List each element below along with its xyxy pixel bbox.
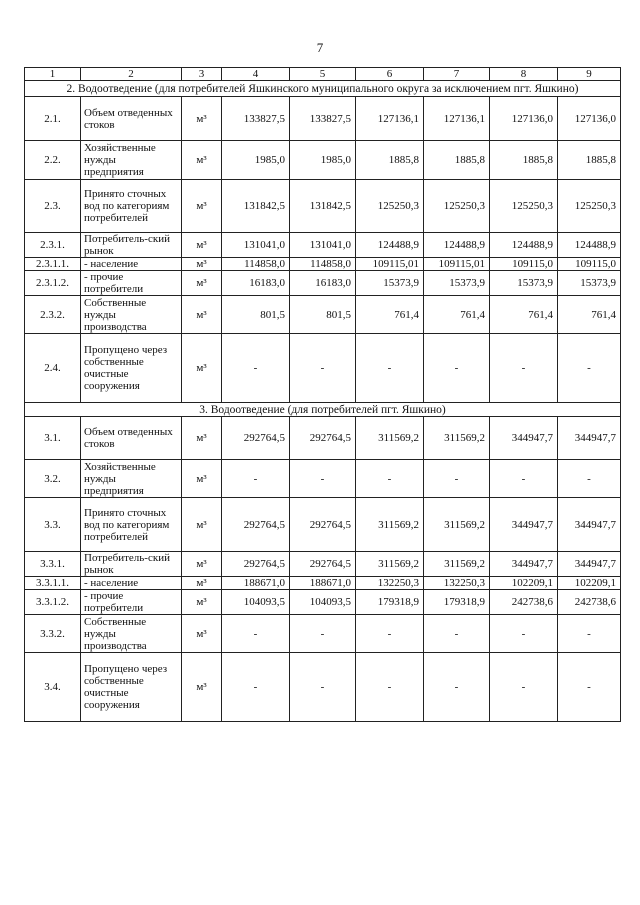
value-cell: 292764,5 [290, 417, 356, 460]
value-cell: 127136,1 [424, 97, 490, 141]
header-cell: 2 [81, 68, 182, 81]
row-unit: м³ [182, 460, 222, 498]
table-row [25, 590, 621, 615]
value-cell: 132250,3 [424, 577, 490, 590]
value-cell: 1885,8 [424, 141, 490, 180]
row-unit: м³ [182, 615, 222, 653]
row-number: 3.3.1.2. [25, 590, 81, 615]
value-cell: 131842,5 [290, 180, 356, 233]
value-cell: 124488,9 [490, 233, 558, 258]
value-cell: 109115,01 [424, 258, 490, 271]
row-name: Хозяйственные нужды предприятия [81, 141, 182, 180]
value-cell: 132250,3 [356, 577, 424, 590]
row-number: 2.2. [25, 141, 81, 180]
row-unit: м³ [182, 334, 222, 403]
value-cell: 292764,5 [290, 498, 356, 552]
value-cell: 344947,7 [558, 498, 621, 552]
value-cell: 15373,9 [490, 271, 558, 296]
row-unit: м³ [182, 141, 222, 180]
row-number: 2.3.1. [25, 233, 81, 258]
section-title: 2. Водоотведение (для потребителей Яшкинского муниципального округа за исключением пгт. Яшкино) [25, 81, 621, 97]
value-cell: 311569,2 [424, 552, 490, 577]
table-row [25, 653, 621, 722]
row-number: 2.3.2. [25, 296, 81, 334]
value-cell: 761,4 [356, 296, 424, 334]
page-number: 7 [316, 40, 324, 55]
row-number: 3.2. [25, 460, 81, 498]
section-row [25, 403, 621, 417]
row-unit: м³ [182, 498, 222, 552]
row-number: 3.3.1.1. [25, 577, 81, 590]
value-cell: 125250,3 [424, 180, 490, 233]
row-unit: м³ [182, 97, 222, 141]
value-cell: 311569,2 [424, 417, 490, 460]
row-unit: м³ [182, 417, 222, 460]
row-unit: м³ [182, 296, 222, 334]
row-number: 2.3.1.2. [25, 271, 81, 296]
value-cell: - [222, 615, 290, 653]
water-disposal-table [24, 67, 621, 722]
table-row [25, 552, 621, 577]
value-cell: 761,4 [424, 296, 490, 334]
value-cell: 124488,9 [558, 233, 621, 258]
row-number: 3.3.1. [25, 552, 81, 577]
value-cell: 188671,0 [290, 577, 356, 590]
row-number: 2.1. [25, 97, 81, 141]
row-unit: м³ [182, 233, 222, 258]
value-cell: 292764,5 [222, 498, 290, 552]
value-cell: 242738,6 [490, 590, 558, 615]
value-cell: 15373,9 [424, 271, 490, 296]
row-name: Объем отведенных стоков [81, 417, 182, 460]
value-cell: 1985,0 [222, 141, 290, 180]
value-cell: 127136,1 [356, 97, 424, 141]
header-row [25, 68, 621, 81]
value-cell: - [490, 653, 558, 722]
table-row [25, 498, 621, 552]
row-name: Собственные нужды производства [81, 615, 182, 653]
row-number: 2.3. [25, 180, 81, 233]
value-cell: 15373,9 [558, 271, 621, 296]
value-cell: 179318,9 [356, 590, 424, 615]
value-cell: 16183,0 [290, 271, 356, 296]
value-cell: - [356, 334, 424, 403]
value-cell: 292764,5 [222, 552, 290, 577]
value-cell: - [490, 460, 558, 498]
value-cell: 801,5 [222, 296, 290, 334]
value-cell: 242738,6 [558, 590, 621, 615]
row-number: 3.1. [25, 417, 81, 460]
table-row [25, 180, 621, 233]
row-name: Потребитель-ский рынок [81, 233, 182, 258]
value-cell: - [356, 615, 424, 653]
row-name: - население [81, 577, 182, 590]
row-unit: м³ [182, 590, 222, 615]
table-row [25, 577, 621, 590]
value-cell: 311569,2 [356, 417, 424, 460]
table-row [25, 417, 621, 460]
value-cell: 125250,3 [558, 180, 621, 233]
row-number: 2.3.1.1. [25, 258, 81, 271]
row-number: 3.4. [25, 653, 81, 722]
value-cell: 801,5 [290, 296, 356, 334]
row-unit: м³ [182, 653, 222, 722]
value-cell: - [558, 460, 621, 498]
value-cell: - [290, 615, 356, 653]
header-cell: 5 [290, 68, 356, 81]
row-unit: м³ [182, 552, 222, 577]
row-name: Пропущено через собственные очистные сооружения [81, 334, 182, 403]
value-cell: 179318,9 [424, 590, 490, 615]
row-name: - прочие потребители [81, 271, 182, 296]
value-cell: 104093,5 [290, 590, 356, 615]
row-name: - прочие потребители [81, 590, 182, 615]
value-cell: 1885,8 [356, 141, 424, 180]
value-cell: - [558, 334, 621, 403]
header-cell: 8 [490, 68, 558, 81]
value-cell: - [424, 460, 490, 498]
value-cell: 133827,5 [222, 97, 290, 141]
row-name: Пропущено через собственные очистные сооружения [81, 653, 182, 722]
table-row [25, 271, 621, 296]
value-cell: 344947,7 [490, 552, 558, 577]
value-cell: 104093,5 [222, 590, 290, 615]
header-cell: 4 [222, 68, 290, 81]
row-unit: м³ [182, 180, 222, 233]
value-cell: - [222, 334, 290, 403]
value-cell: - [558, 615, 621, 653]
table-row [25, 334, 621, 403]
header-cell: 6 [356, 68, 424, 81]
value-cell: 109115,0 [558, 258, 621, 271]
row-unit: м³ [182, 271, 222, 296]
value-cell: 109115,0 [490, 258, 558, 271]
row-name: Принято сточных вод по категориям потребителей [81, 180, 182, 233]
value-cell: 131842,5 [222, 180, 290, 233]
section-title: 3. Водоотведение (для потребителей пгт. Яшкино) [25, 403, 621, 417]
value-cell: 344947,7 [490, 498, 558, 552]
value-cell: 1885,8 [490, 141, 558, 180]
value-cell: 114858,0 [290, 258, 356, 271]
table-row [25, 258, 621, 271]
value-cell: - [356, 653, 424, 722]
value-cell: 761,4 [558, 296, 621, 334]
table-row [25, 233, 621, 258]
value-cell: 133827,5 [290, 97, 356, 141]
value-cell: 124488,9 [356, 233, 424, 258]
row-name: Объем отведенных стоков [81, 97, 182, 141]
row-name: Хозяйственные нужды предприятия [81, 460, 182, 498]
value-cell: 761,4 [490, 296, 558, 334]
value-cell: 188671,0 [222, 577, 290, 590]
value-cell: - [424, 653, 490, 722]
value-cell: 131041,0 [222, 233, 290, 258]
value-cell: 131041,0 [290, 233, 356, 258]
table-row [25, 460, 621, 498]
row-name: Принято сточных вод по категориям потребителей [81, 498, 182, 552]
value-cell: 102209,1 [490, 577, 558, 590]
value-cell: 127136,0 [490, 97, 558, 141]
value-cell: 15373,9 [356, 271, 424, 296]
value-cell: 124488,9 [424, 233, 490, 258]
value-cell: 16183,0 [222, 271, 290, 296]
value-cell: 344947,7 [490, 417, 558, 460]
row-number: 3.3. [25, 498, 81, 552]
table-row [25, 296, 621, 334]
value-cell: 311569,2 [356, 552, 424, 577]
value-cell: - [558, 653, 621, 722]
value-cell: 311569,2 [356, 498, 424, 552]
row-name: - население [81, 258, 182, 271]
value-cell: 127136,0 [558, 97, 621, 141]
table-row [25, 141, 621, 180]
value-cell: 292764,5 [222, 417, 290, 460]
section-row [25, 81, 621, 97]
value-cell: - [290, 653, 356, 722]
value-cell: 109115,01 [356, 258, 424, 271]
value-cell: - [490, 615, 558, 653]
row-unit: м³ [182, 577, 222, 590]
value-cell: 1985,0 [290, 141, 356, 180]
value-cell: 125250,3 [356, 180, 424, 233]
value-cell: 344947,7 [558, 417, 621, 460]
row-number: 2.4. [25, 334, 81, 403]
value-cell: 114858,0 [222, 258, 290, 271]
value-cell: 1885,8 [558, 141, 621, 180]
value-cell: 292764,5 [290, 552, 356, 577]
value-cell: - [490, 334, 558, 403]
row-name: Собственные нужды производства [81, 296, 182, 334]
row-name: Потребитель-ский рынок [81, 552, 182, 577]
value-cell: - [424, 615, 490, 653]
value-cell: 311569,2 [424, 498, 490, 552]
value-cell: 125250,3 [490, 180, 558, 233]
header-cell: 3 [182, 68, 222, 81]
value-cell: - [222, 653, 290, 722]
header-cell: 7 [424, 68, 490, 81]
value-cell: - [424, 334, 490, 403]
table-row [25, 615, 621, 653]
value-cell: 344947,7 [558, 552, 621, 577]
value-cell: 102209,1 [558, 577, 621, 590]
row-unit: м³ [182, 258, 222, 271]
header-cell: 9 [558, 68, 621, 81]
header-cell: 1 [25, 68, 81, 81]
table-row [25, 97, 621, 141]
value-cell: - [290, 460, 356, 498]
value-cell: - [222, 460, 290, 498]
value-cell: - [356, 460, 424, 498]
row-number: 3.3.2. [25, 615, 81, 653]
value-cell: - [290, 334, 356, 403]
